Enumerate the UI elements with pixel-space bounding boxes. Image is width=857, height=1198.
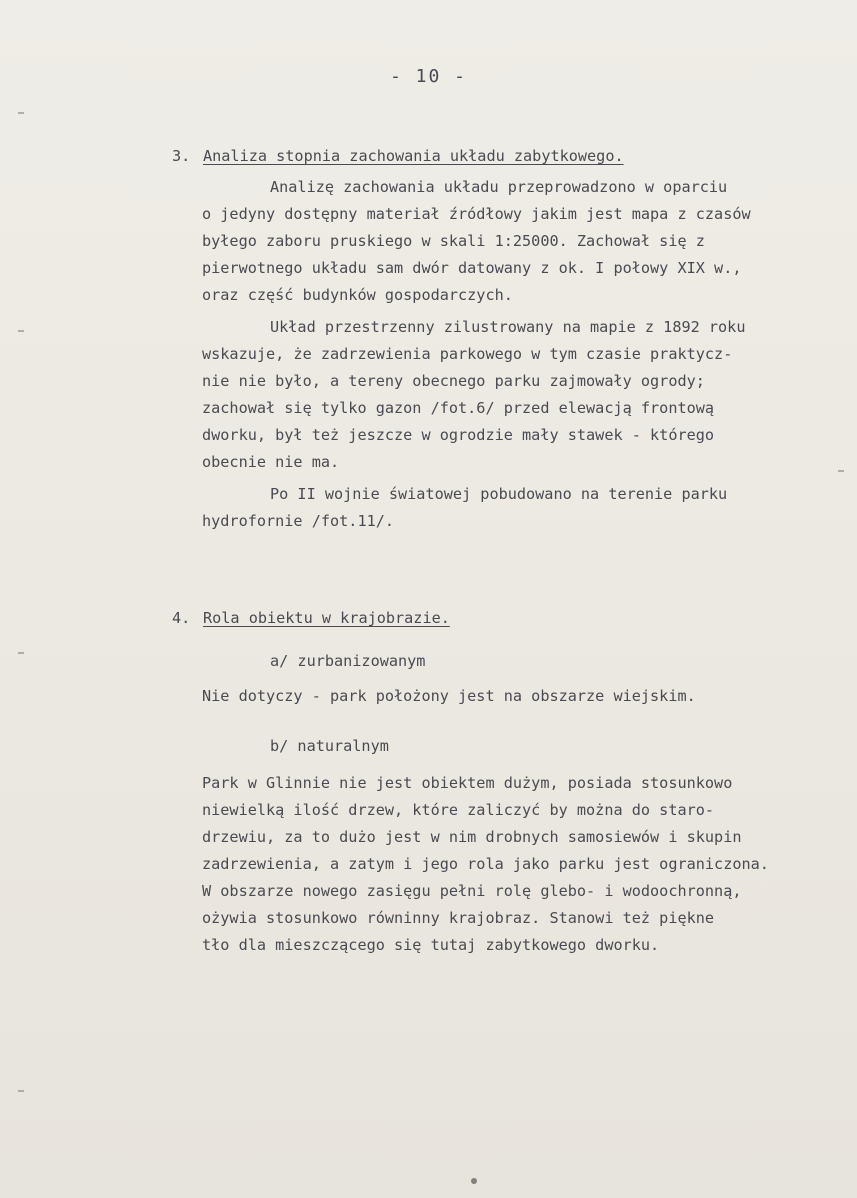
subsection-a-label: a/ zurbanizowanym	[270, 652, 426, 670]
margin-mark	[18, 112, 24, 114]
margin-mark	[18, 652, 24, 654]
section-4-heading: Rola obiektu w krajobrazie.	[203, 609, 450, 627]
margin-mark	[18, 330, 24, 332]
section-4-line: niewielką ilość drzew, które zaliczyć by można do staro-	[202, 801, 715, 819]
section-3-heading: Analiza stopnia zachowania układu zabytkowego.	[203, 147, 624, 165]
section-3-line: obecnie nie ma.	[202, 453, 340, 471]
section-4-line: Park w Glinnie nie jest obiektem dużym, posiada stosunkowo	[202, 774, 733, 792]
section-3-number: 3.	[172, 147, 191, 165]
section-4-line: ożywia stosunkowo równinny krajobraz. Stanowi też piękne	[202, 909, 715, 927]
section-4-number: 4.	[172, 609, 191, 627]
section-3-line: dworku, był też jeszcze w ogrodzie mały stawek - którego	[202, 426, 715, 444]
section-3-line: zachował się tylko gazon /fot.6/ przed elewacją frontową	[202, 399, 715, 417]
section-4-line: zadrzewienia, a zatym i jego rola jako parku jest ograniczona.	[202, 855, 769, 873]
section-3-line: Analizę zachowania układu przeprowadzono w oparciu	[270, 178, 728, 196]
section-3-line: pierwotnego układu sam dwór datowany z ok. I połowy XIX w.,	[202, 259, 742, 277]
punch-hole-mark	[471, 1178, 477, 1184]
page-number: - 10 -	[389, 66, 468, 87]
section-3-line: Po II wojnie światowej pobudowano na terenie parku	[270, 485, 728, 503]
section-3-line: wskazuje, że zadrzewienia parkowego w tym czasie praktycz-	[202, 345, 733, 363]
section-3-line: hydrofornie /fot.11/.	[202, 512, 395, 530]
margin-mark	[838, 470, 844, 472]
section-3-line: Układ przestrzenny zilustrowany na mapie z 1892 roku	[270, 318, 746, 336]
section-4-line: drzewiu, za to dużo jest w nim drobnych samosiewów i skupin	[202, 828, 742, 846]
margin-mark	[18, 1090, 24, 1092]
subsection-a-text: Nie dotyczy - park położony jest na obszarze wiejskim.	[202, 687, 696, 705]
section-4-line: tło dla mieszczącego się tutaj zabytkowego dworku.	[202, 936, 660, 954]
section-3-line: o jedyny dostępny materiał źródłowy jakim jest mapa z czasów	[202, 205, 751, 223]
section-3-line: byłego zaboru pruskiego w skali 1:25000. Zachował się z	[202, 232, 705, 250]
section-3-line: nie nie było, a tereny obecnego parku zajmowały ogrody;	[202, 372, 705, 390]
subsection-b-label: b/ naturalnym	[270, 737, 389, 755]
section-3-line: oraz część budynków gospodarczych.	[202, 286, 513, 304]
section-4-line: W obszarze nowego zasięgu pełni rolę glebo- i wodoochronną,	[202, 882, 742, 900]
